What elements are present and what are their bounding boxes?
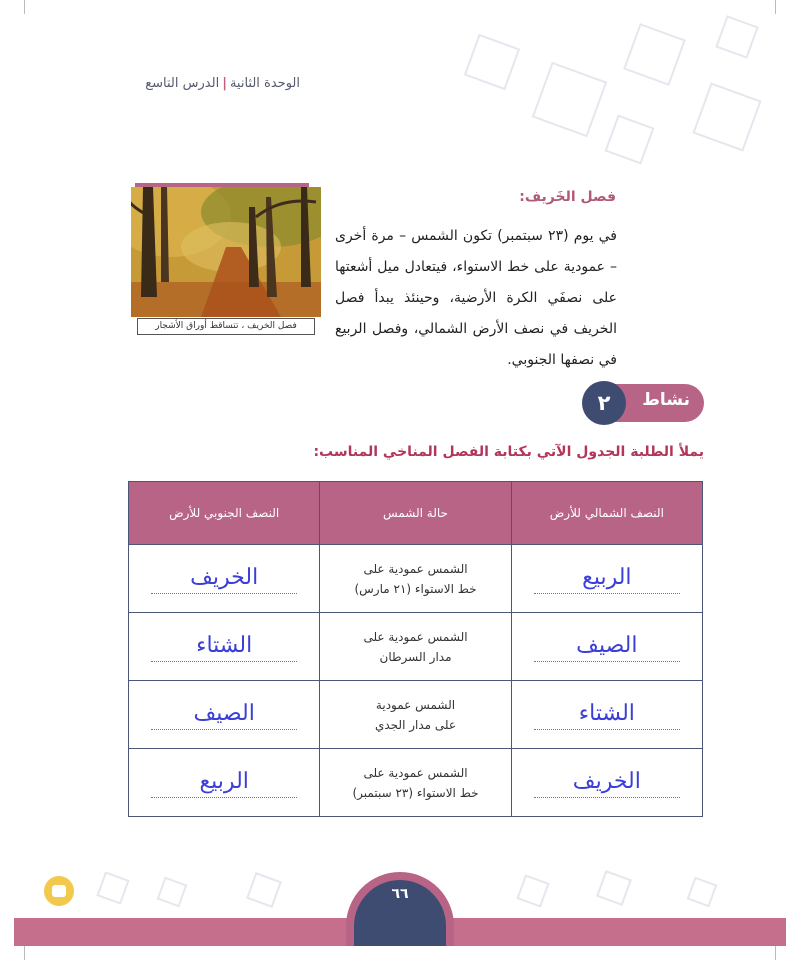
south-answer: الشتاء <box>151 631 297 662</box>
page-number: ٦٦ <box>391 886 409 902</box>
sun-state-line: خط الاستواء (٢٣ سبتمبر) <box>352 785 479 800</box>
background-pattern <box>532 62 608 138</box>
section-paragraph: في يوم (٢٣ سبتمبر) تكون الشمس – مرة أخرى – عمودية على خط الاستواء، فيتعادل ميل أشعتها على نصفَي الكرة الأرضية، وحينئذ يبدأ فصل الخريف في نصف الأرض الشمالي، وفصل الربيع في نصفها الجنوبي. <box>335 228 617 368</box>
sun-state-line: مدار السرطان <box>379 649 452 664</box>
running-header <box>125 76 300 91</box>
south-answer-cell <box>129 545 320 613</box>
background-pattern <box>715 15 759 59</box>
header-lesson: الدرس التاسع <box>145 76 220 91</box>
sun-state-line: الشمس عمودية على <box>363 561 468 576</box>
north-answer: الخريف <box>534 767 680 798</box>
north-answer-cell <box>511 749 702 817</box>
south-answer: الربيع <box>151 767 297 798</box>
table-row <box>129 681 703 749</box>
section-title: فصل الخَريف: <box>519 189 616 205</box>
south-answer-cell <box>129 613 320 681</box>
south-answer-cell <box>129 749 320 817</box>
background-pattern <box>596 870 632 906</box>
sun-state-cell <box>320 749 511 817</box>
background-pattern <box>96 871 129 904</box>
header-separator: | <box>222 76 227 91</box>
header-north-hemisphere: النصف الشمالي للأرض <box>511 482 702 545</box>
header-south-hemisphere: النصف الجنوبي للأرض <box>129 482 320 545</box>
south-answer-cell <box>129 681 320 749</box>
background-pattern <box>623 23 686 86</box>
background-pattern <box>516 874 549 907</box>
crop-mark <box>24 946 25 960</box>
north-answer: الربيع <box>534 563 680 594</box>
crop-mark <box>775 946 776 960</box>
header-unit: الوحدة الثانية <box>229 76 300 91</box>
activity-badge <box>582 381 704 425</box>
north-answer-cell <box>511 613 702 681</box>
sun-state-line: الشمس عمودية على <box>363 629 468 644</box>
table-header-row <box>129 482 703 545</box>
background-pattern <box>687 877 718 908</box>
table-row <box>129 613 703 681</box>
background-pattern <box>605 115 655 165</box>
sun-state-cell <box>320 681 511 749</box>
crop-mark <box>775 0 776 14</box>
north-answer-cell <box>511 681 702 749</box>
table-row <box>129 749 703 817</box>
activity-label: نشاط <box>642 390 690 410</box>
north-answer-cell <box>511 545 702 613</box>
south-answer: الخريف <box>151 563 297 594</box>
background-pattern <box>464 34 520 90</box>
autumn-forest-illustration <box>131 187 321 317</box>
publisher-logo-icon <box>44 876 74 906</box>
north-answer: الشتاء <box>534 699 680 730</box>
south-answer: الصيف <box>151 699 297 730</box>
table-row <box>129 545 703 613</box>
autumn-photo-figure <box>131 183 321 335</box>
seasons-table <box>128 481 703 817</box>
header-sun-state: حالة الشمس <box>320 482 511 545</box>
crop-mark <box>24 0 25 14</box>
sun-state-line: الشمس عمودية على <box>363 765 468 780</box>
background-pattern <box>246 872 282 908</box>
autumn-forest-photo <box>131 187 321 317</box>
sun-state-line: على مدار الجدي <box>374 717 457 732</box>
photo-caption: فصل الخريف ، تتساقط أوراق الأشجار <box>137 318 315 335</box>
activity-instruction: يملأ الطلبة الجدول الآتي بكتابة الفصل المناخي المناسب: <box>313 444 704 460</box>
sun-state-cell <box>320 545 511 613</box>
activity-number: ٢ <box>582 381 626 425</box>
background-pattern <box>157 877 188 908</box>
sun-state-line: خط الاستواء (٢١ مارس) <box>354 581 477 596</box>
sun-state-line: الشمس عمودية <box>375 697 456 712</box>
north-answer: الصيف <box>534 631 680 662</box>
background-pattern <box>692 82 761 151</box>
sun-state-cell <box>320 613 511 681</box>
